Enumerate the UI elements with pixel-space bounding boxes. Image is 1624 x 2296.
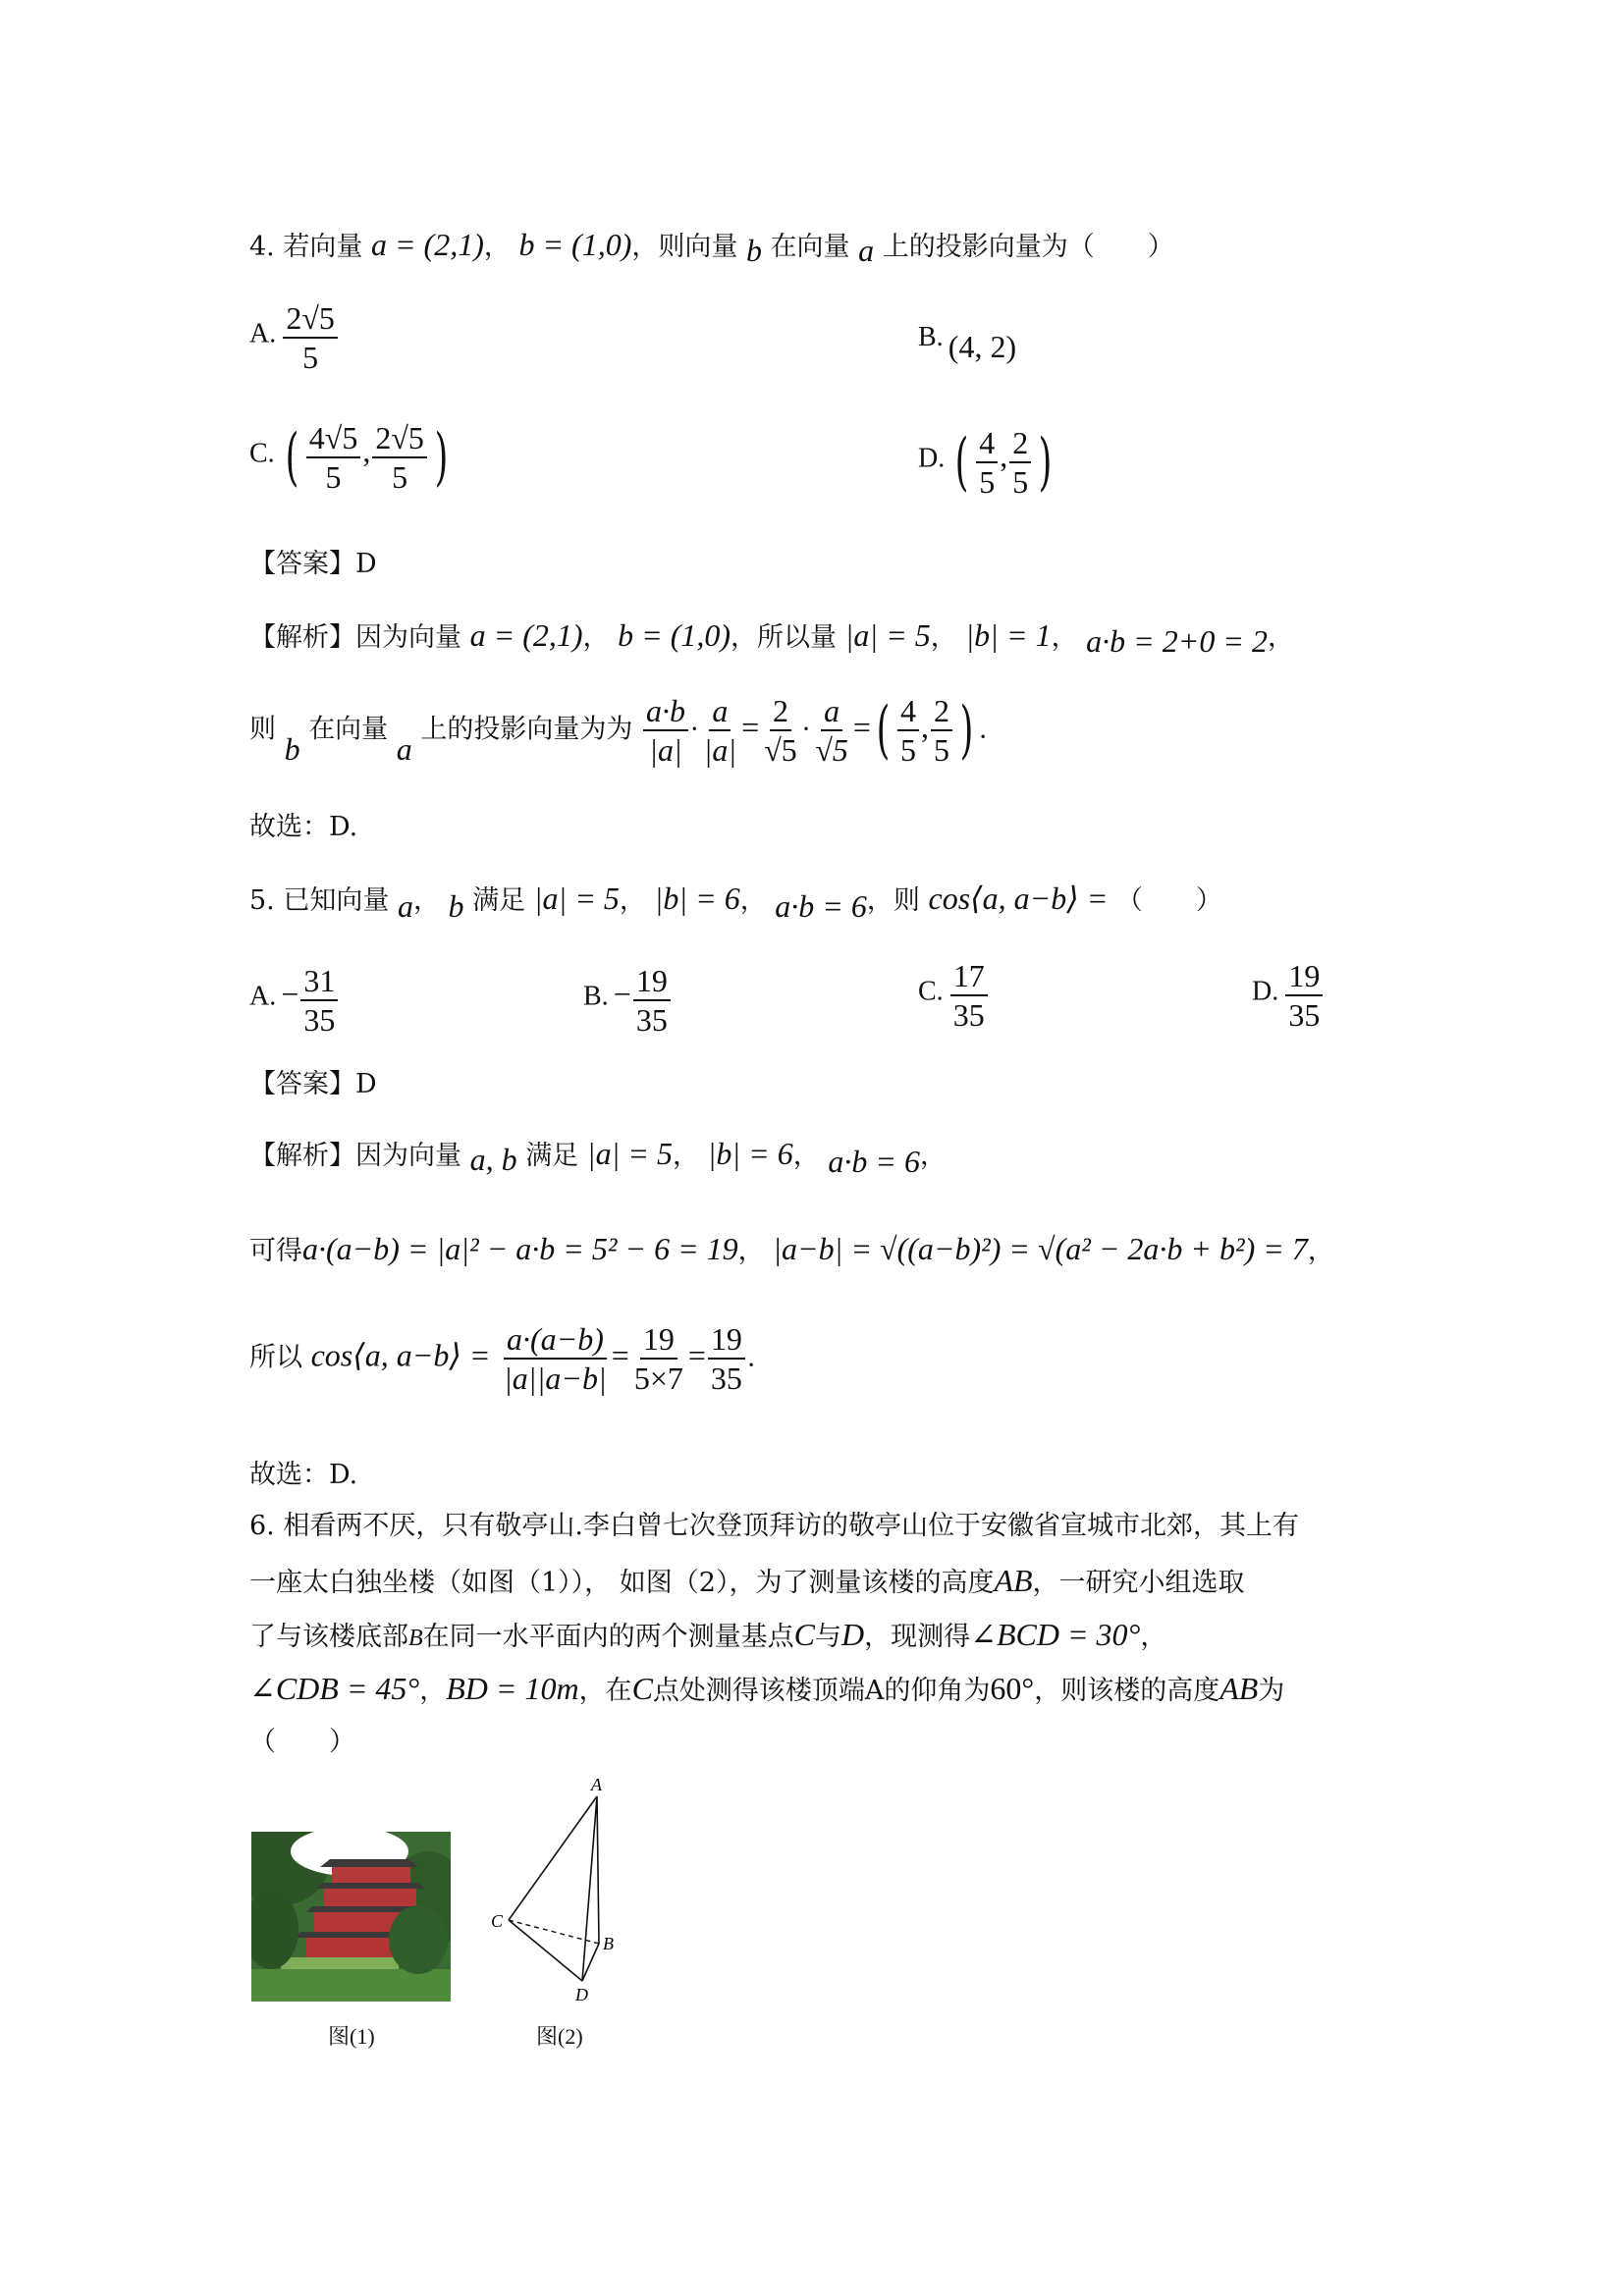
q4-number: 4. [249, 232, 275, 262]
q5-analysis-line1: 【解析】因为向量 a, b 满足 |a| = 5， |b| = 6， a·b = 6， [249, 1136, 947, 1179]
q6-line1: 6. 相看两不厌，只有敬亭山.李白曾七次登顶拜访的敬亭山位于安徽省宣城市北郊，其上有 [249, 1511, 1299, 1541]
q4-vector-b: b = (1,0) [518, 227, 632, 262]
svg-text:D: D [575, 1985, 588, 2001]
q5-stem: 5. 已知向量 a， b 满足 |a| = 5， |b| = 6， a·b = 6，则 cos⟨a, a−b⟩ = （ ） [249, 881, 1222, 924]
svg-text:B: B [603, 1934, 614, 1953]
q6-line3: 了与该楼底部B在同一水平面内的两个测量基点C与D，现测得∠BCD = 30°， [249, 1617, 1167, 1652]
q5-option-a: A. − $\frac{31}{35}$ [249, 962, 340, 1039]
q4-option-b: B. (4, 2) [918, 322, 1017, 364]
svg-text:C: C [491, 1911, 504, 1931]
q5-option-b: B. − $\frac{19}{35}$ [583, 962, 673, 1039]
q5-option-d: D. $\frac{19}{35}$ [1252, 957, 1325, 1034]
figure2-geometry-diagram [481, 1775, 619, 2001]
q6-line4: ∠CDB = 45°，BD = 10m，在C点处测得该楼顶端A的仰角为60°，则该楼的高度AB为 [249, 1671, 1285, 1706]
q5-analysis-line2: 可得a·(a−b) = |a|² − a·b = 5² − 6 = 19， |a−b| = √((a−b)²) = √(a² − 2a·b + b²) = 7， [249, 1231, 1334, 1266]
figure1-caption: 图(1) [328, 2024, 375, 2049]
q4-option-c: C. ( $\frac{4√5}{5}$ , $\frac{2√5}{5}$ ) [249, 420, 449, 495]
q4-conclusion: 故选：D. [249, 812, 358, 842]
q5-analysis-line3: 所以 cos⟨a, a−b⟩ = $\frac{a\cdot(a-b)}{|a||a-b|}$ = $\frac{19}{5\times 7}$ = $\frac{19}{35}$ . [249, 1321, 756, 1396]
q6-line5: （ ） [249, 1727, 355, 1757]
figure1-tower-photo [251, 1822, 451, 2002]
q5-conclusion: 故选：D. [249, 1460, 358, 1490]
q6-line2: 一座太白独坐楼（如图（1））， 如图（2），为了测量该楼的高度AB，一研究小组选取 [249, 1563, 1245, 1598]
q4-vector-a: a = (2,1) [370, 227, 484, 262]
q4-answer-value: D [355, 549, 377, 579]
pagoda-photo-icon [251, 1822, 451, 2002]
q5-answer: 【答案】D [249, 1069, 377, 1099]
q5-option-c: C. $\frac{17}{35}$ [918, 957, 990, 1034]
q4-analysis-line2: 则 b 在向量 a 上的投影向量为为 $\frac{a\cdot b}{|a|}$ · $\frac{a}{|a|}$ = $\frac{2}{√5}$ · $\frac{a}{√5}$ =( $\frac{4}{5}$ , $\frac{2}{5}$ ) . [249, 693, 988, 768]
svg-text:A: A [591, 1775, 602, 1794]
q4-analysis-line1: 【解析】因为向量 a = (2,1)， b = (1,0)，所以量 |a| = 5， |b| = 1， a·b = 2+0 = 2， [249, 617, 1294, 659]
q5-answer-value: D [355, 1069, 377, 1099]
figure2-caption: 图(2) [536, 2024, 583, 2049]
q4-stem: 4. 若向量 a = (2,1)， b = (1,0)，则向量 b 在向量 a 上的投影向量为（ ） [249, 227, 1174, 268]
q4-option-d: D. ( $\frac{4}{5}$ , $\frac{2}{5}$ ) [918, 425, 1053, 500]
q4-option-a: A. $\frac{2√5}{5}$ [249, 299, 340, 376]
q4-answer: 【答案】D [249, 549, 377, 579]
